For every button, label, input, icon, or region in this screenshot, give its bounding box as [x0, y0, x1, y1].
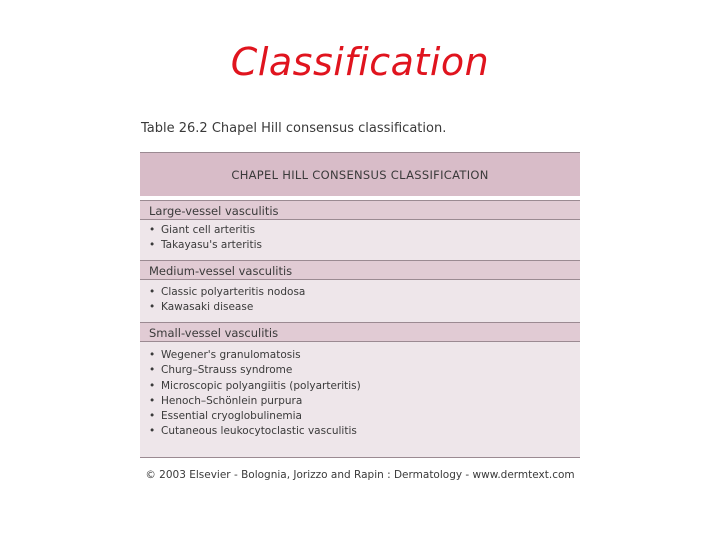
section-heading-large-vessel: Large-vessel vasculitis	[140, 200, 580, 220]
bullet-icon: •	[149, 379, 156, 392]
list-item	[140, 348, 580, 363]
section-heading-medium-vessel: Medium-vessel vasculitis	[140, 260, 580, 280]
list-item	[140, 363, 580, 378]
bullet-icon: •	[149, 410, 156, 423]
list-item	[140, 238, 580, 253]
slide-title: Classification	[230, 40, 490, 84]
bullet-icon: •	[149, 239, 156, 252]
list-item	[140, 394, 580, 409]
list-item	[140, 409, 580, 424]
list-item	[140, 285, 580, 300]
section-body-medium-vessel	[140, 285, 580, 316]
list-item	[140, 223, 580, 238]
list-item-label: Giant cell arteritis	[161, 224, 256, 236]
section-body-large-vessel	[140, 223, 580, 254]
bullet-icon: •	[149, 394, 156, 407]
bullet-icon: •	[149, 224, 156, 236]
copyright-footer: © 2003 Elsevier - Bolognia, Jorizzo and Rapin : Dermatology - www.dermtext.com	[145, 469, 575, 481]
list-item-label: Classic polyarteritis nodosa	[161, 286, 306, 298]
list-item-label: Kawasaki disease	[161, 301, 254, 314]
bullet-icon: •	[149, 425, 156, 438]
classification-table	[140, 152, 580, 458]
list-item-label: Microscopic polyangiitis (polyarteritis)	[161, 379, 361, 392]
list-item	[140, 300, 580, 315]
bullet-icon: •	[149, 349, 156, 361]
list-item	[140, 379, 580, 394]
bullet-icon: •	[149, 286, 156, 298]
list-item-label: Churg–Strauss syndrome	[161, 364, 293, 377]
section-heading-small-vessel: Small-vessel vasculitis	[140, 322, 580, 342]
table-header: CHAPEL HILL CONSENSUS CLASSIFICATION	[140, 153, 580, 196]
list-item-label: Cutaneous leukocytoclastic vasculitis	[161, 425, 357, 438]
section-body-small-vessel	[140, 348, 580, 440]
list-item-label: Henoch–Schönlein purpura	[161, 394, 303, 407]
bullet-icon: •	[149, 301, 156, 314]
bullet-icon: •	[149, 364, 156, 377]
list-item-label: Takayasu's arteritis	[161, 239, 262, 252]
list-item-label: Essential cryoglobulinemia	[161, 410, 302, 423]
list-item-label: Wegener's granulomatosis	[161, 349, 301, 361]
table-caption: Table 26.2 Chapel Hill consensus classification.	[141, 121, 447, 136]
list-item	[140, 424, 580, 439]
